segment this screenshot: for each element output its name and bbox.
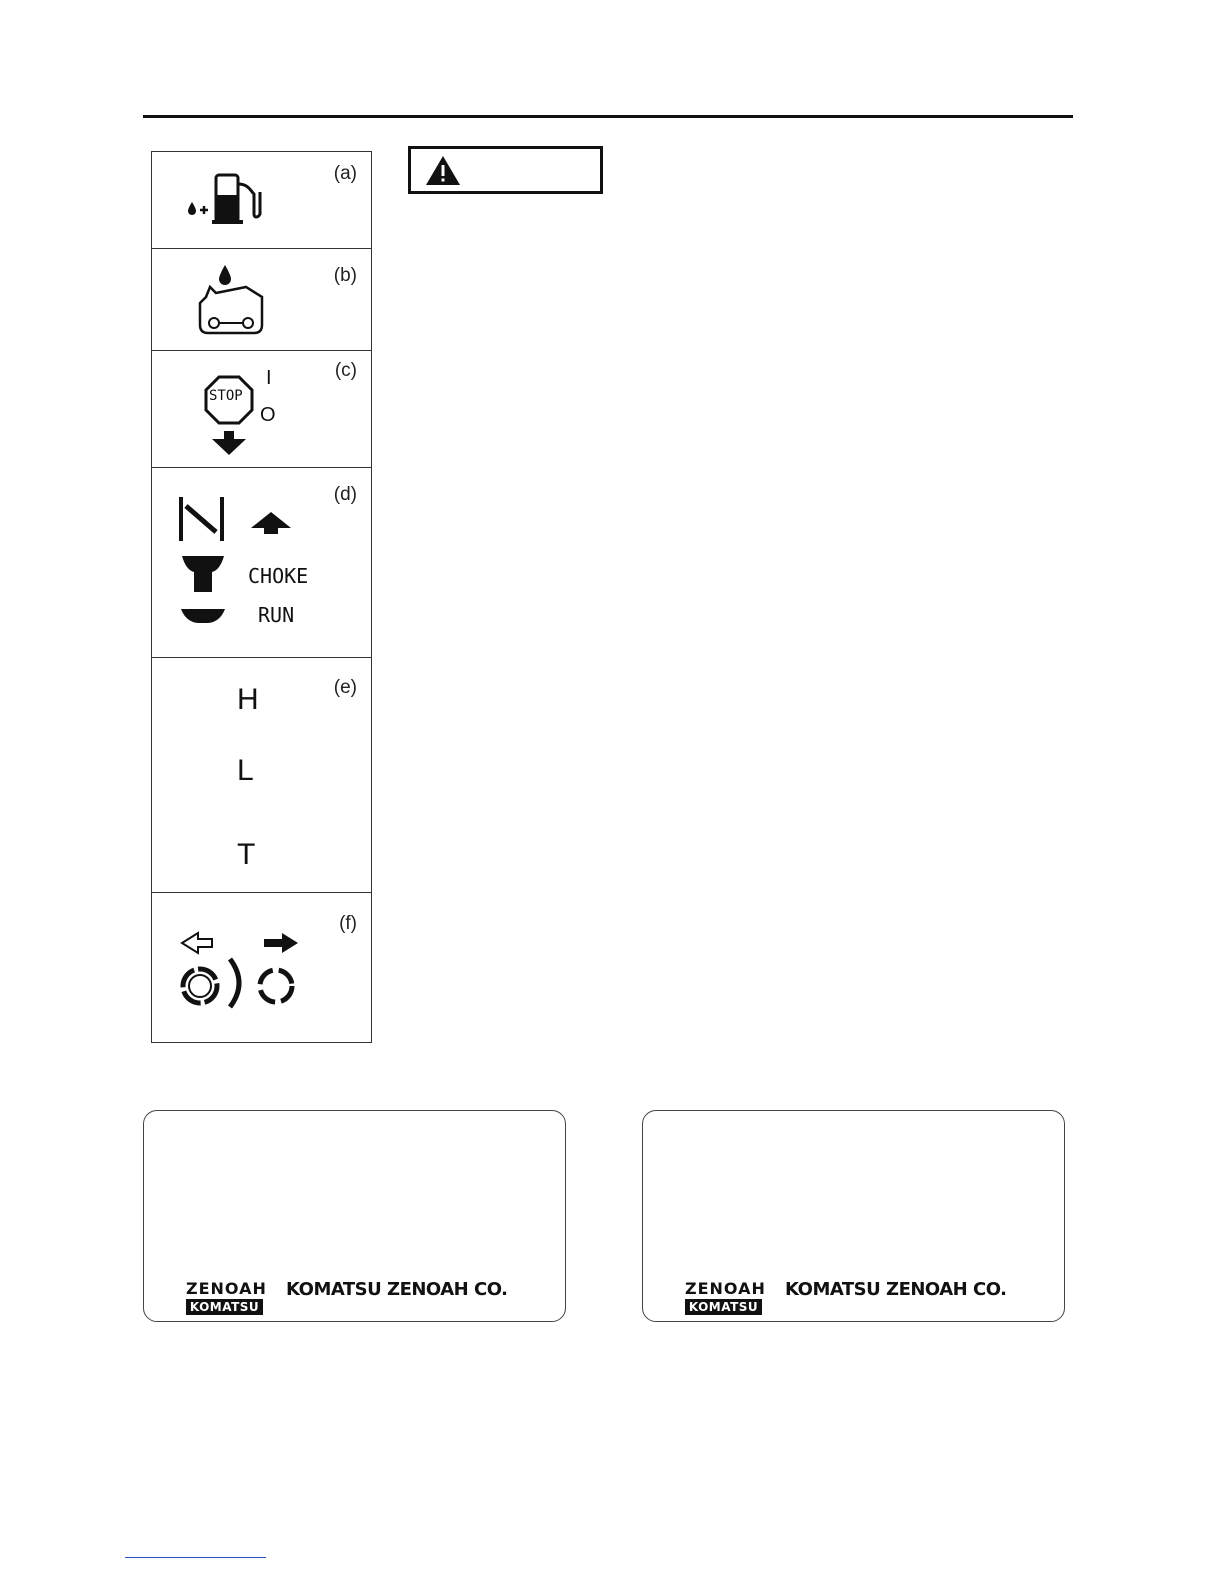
stop-sign-text: STOP [209,388,243,404]
brand-bottom-text: KOMATSU [685,1299,762,1315]
symbol-label: (d) [333,484,357,505]
up-arrow-icon [250,510,292,536]
symbol-cell-b [152,249,371,351]
footer-link-underline [125,1557,266,1558]
choke-valve-icon [178,496,226,542]
switch-off-symbol: O [260,404,276,426]
run-label: RUN [258,603,295,627]
chain-oil-icon [196,263,268,339]
warning-label-right [642,1110,1065,1322]
symbol-label: (f) [339,913,357,934]
warning-box [408,146,603,194]
symbol-cell-c [152,351,371,468]
brand-top-text: ZENOAH [186,1279,267,1298]
zenoah-komatsu-logo [186,1279,267,1315]
company-name: KOMATSU ZENOAH CO. [785,1279,1007,1300]
symbol-label: (c) [334,360,357,381]
fuel-oil-mix-icon [184,170,269,226]
switch-on-symbol: I [266,367,272,389]
chain-brake-icon [172,931,302,1011]
warning-triangle-icon [425,155,461,186]
symbol-label: (e) [333,677,357,698]
choke-knob-pulled-icon [180,554,226,594]
symbol-label: (a) [333,163,357,184]
top-rule [143,115,1073,118]
carburetor-high-speed-letter: H [237,683,259,716]
carburetor-low-speed-letter: L [237,754,254,787]
choke-knob-pushed-icon [180,606,226,626]
symbol-cell-f [152,893,371,1042]
zenoah-komatsu-logo [685,1279,766,1315]
carburetor-idle-letter: T [237,838,256,871]
symbol-cell-e [152,658,371,893]
choke-label: CHOKE [248,564,309,588]
warning-label-left [143,1110,566,1322]
brand-top-text: ZENOAH [685,1279,766,1298]
symbol-table [151,151,372,1043]
symbol-label: (b) [333,265,357,286]
symbol-cell-d [152,468,371,658]
brand-bottom-text: KOMATSU [186,1299,263,1315]
company-name: KOMATSU ZENOAH CO. [286,1279,508,1300]
symbol-cell-a [152,152,371,249]
